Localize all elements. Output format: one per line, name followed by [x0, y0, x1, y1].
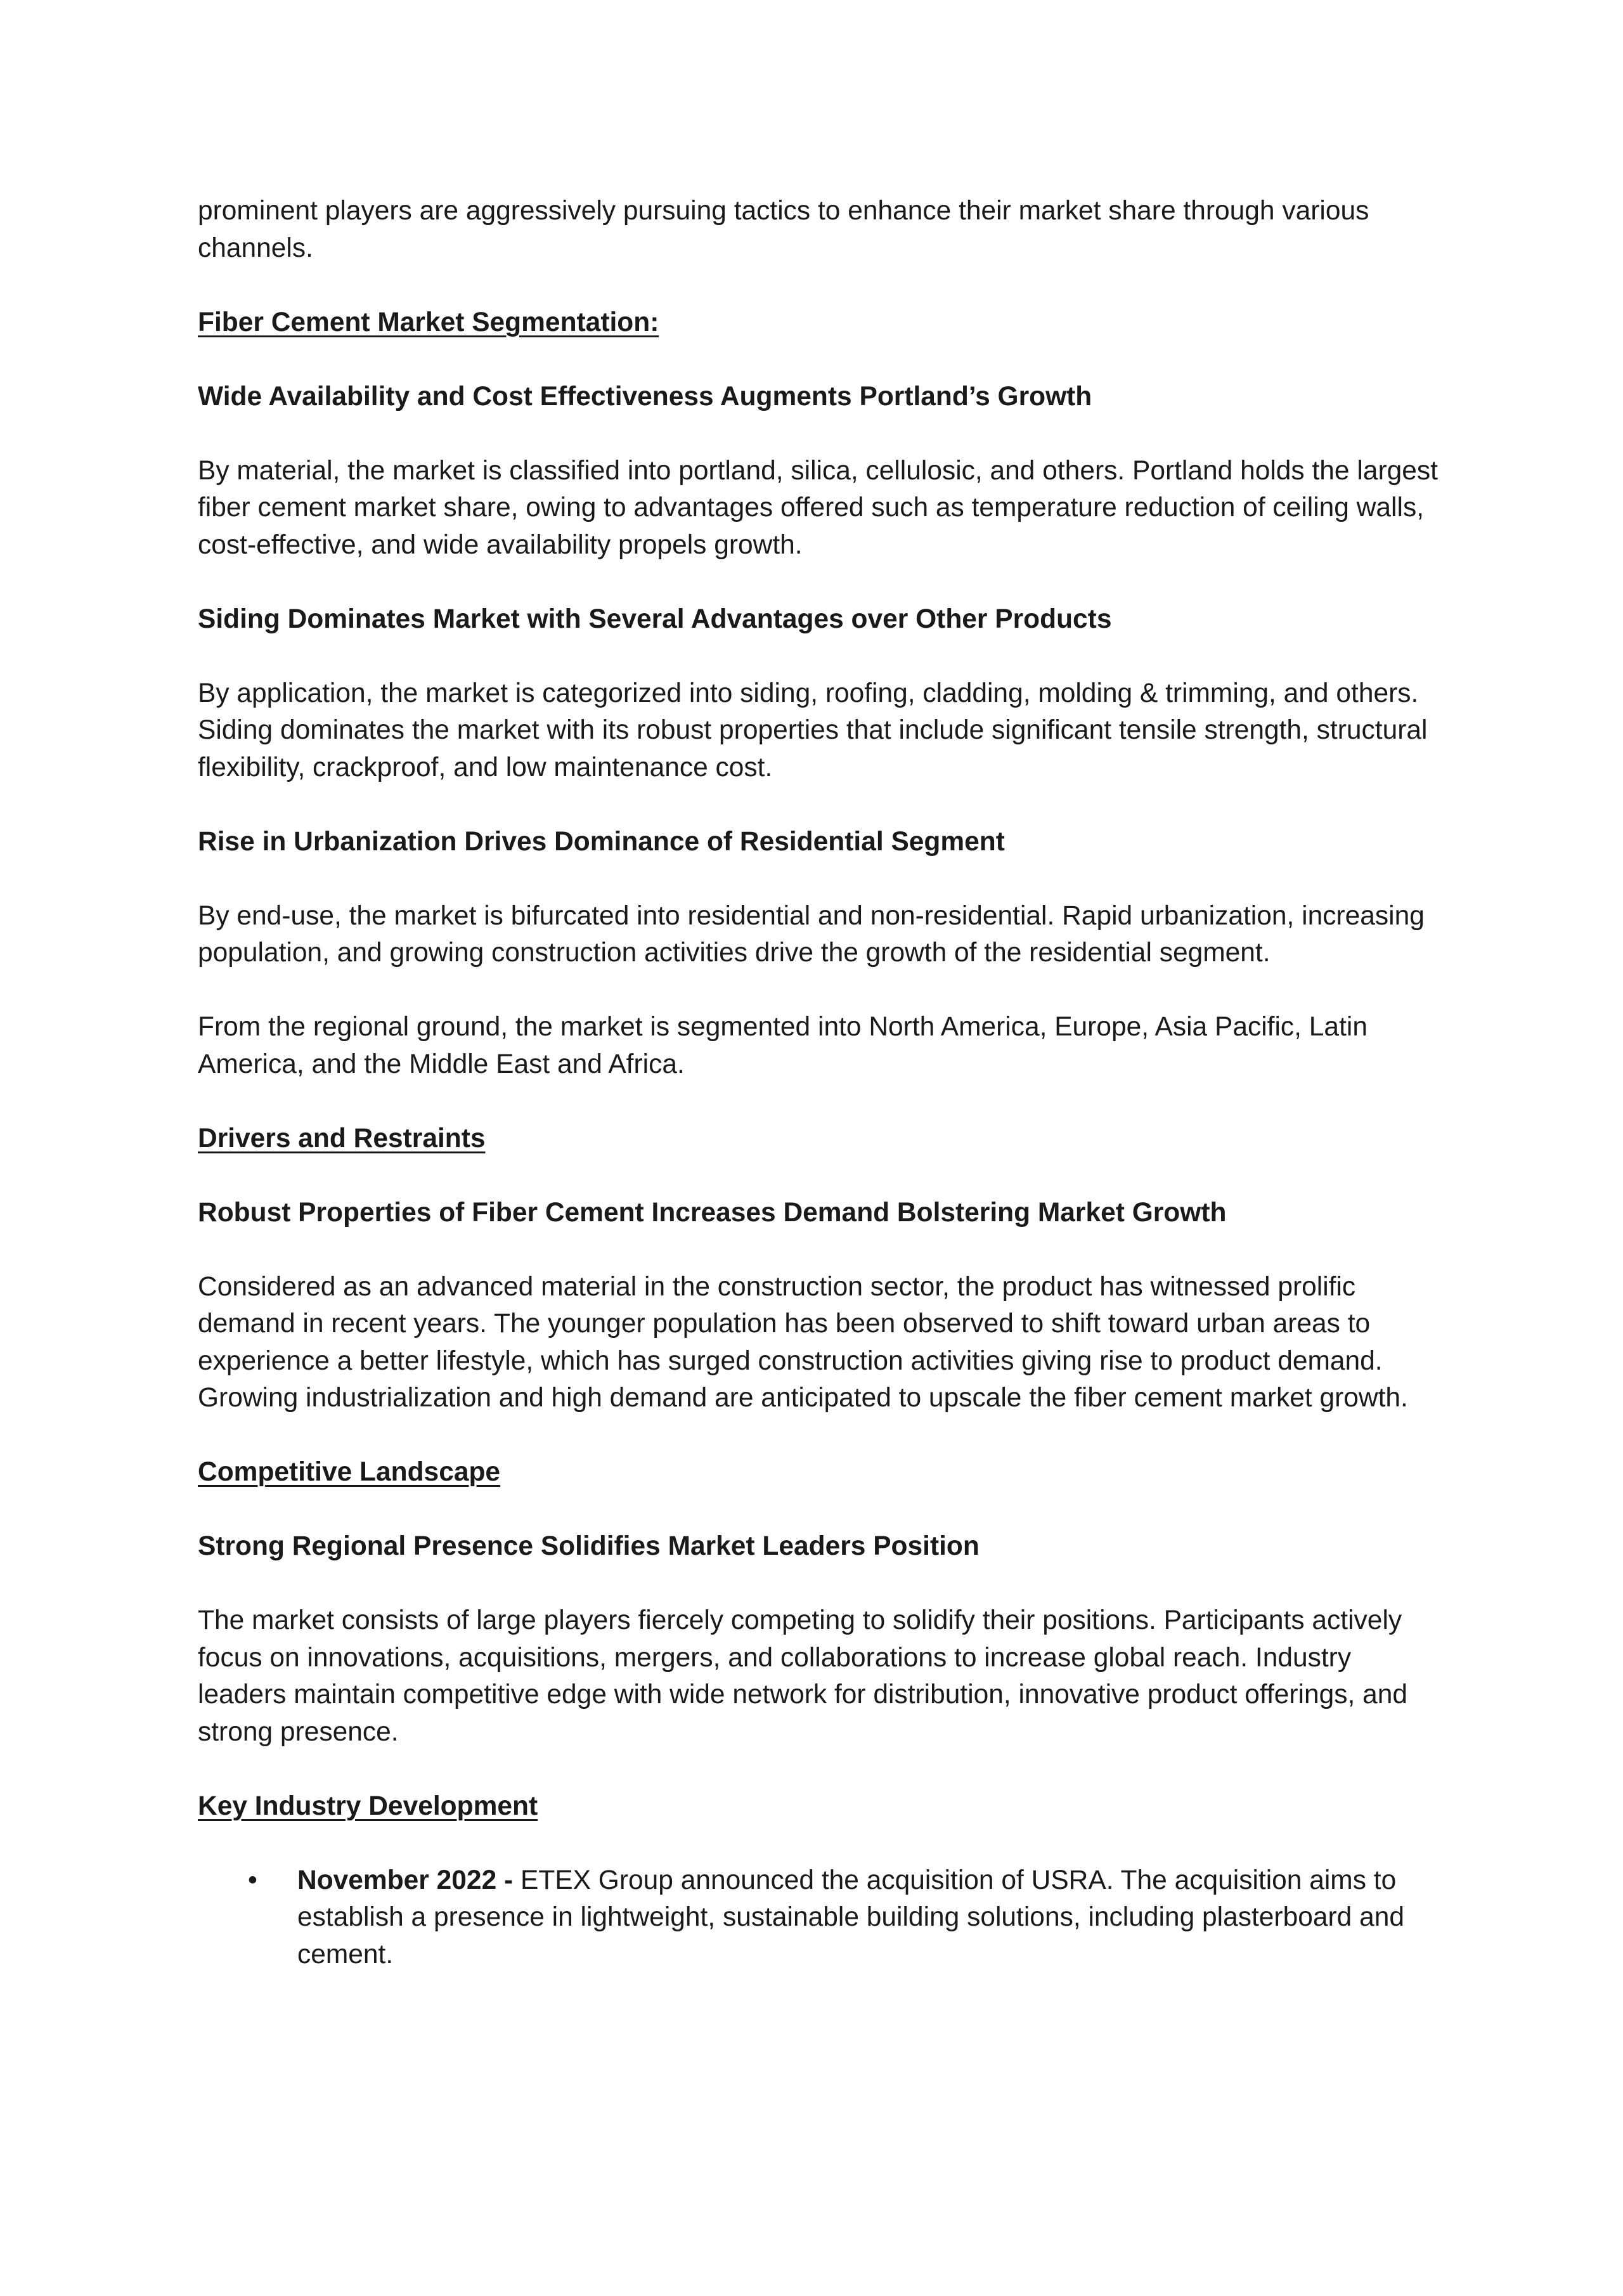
bullet-icon: •	[248, 1865, 257, 1895]
material-subheading: Wide Availability and Cost Effectiveness Augments Portland’s Growth	[198, 381, 1092, 412]
material-paragraph: By material, the market is classified into portland, silica, cellulosic, and others. Portland holds the largest fiber cement market share, owing to advantages offered such as temperature reduction of ceiling walls, cost-effective, and wide availability propels growth.	[198, 455, 1438, 560]
regional-paragraph: From the regional ground, the market is segmented into North America, Europe, Asia Pacific, Latin America, and the Middle East and Africa.	[198, 1012, 1368, 1079]
end-use-paragraph: By end-use, the market is bifurcated into residential and non-residential. Rapid urbanization, increasing population, and growing construction activities drive the growth of the residential segment.	[198, 900, 1425, 968]
developments-list	[198, 1862, 1440, 1974]
segmentation-heading: Fiber Cement Market Segmentation:	[198, 307, 659, 337]
drivers-subheading: Robust Properties of Fiber Cement Increases Demand Bolstering Market Growth	[198, 1197, 1227, 1228]
application-paragraph: By application, the market is categorized into siding, roofing, cladding, molding & trimming, and others. Siding dominates the market with its robust properties that include significant tensile strength, structural flexibility, crackproof, and low maintenance cost.	[198, 678, 1428, 782]
list-item	[198, 1862, 1440, 1974]
intro-continuation-paragraph: prominent players are aggressively pursuing tactics to enhance their market share through various channels.	[198, 196, 1369, 263]
competitive-paragraph: The market consists of large players fiercely competing to solidify their positions. Participants actively focus on innovations, acquisitions, mergers, and collaborations to increase global reach. Industry leaders maintain competitive edge with wide network for distribution, innovative product offerings, and strong presence.	[198, 1605, 1408, 1747]
application-subheading: Siding Dominates Market with Several Advantages over Other Products	[198, 604, 1112, 634]
development-text: ETEX Group announced the acquisition of USRA. The acquisition aims to establish a presence in lightweight, sustainable building solutions, including plasterboard and cement.	[297, 1865, 1404, 1969]
competitive-subheading: Strong Regional Presence Solidifies Market Leaders Position	[198, 1531, 980, 1561]
end-use-subheading: Rise in Urbanization Drives Dominance of Residential Segment	[198, 826, 1005, 857]
competitive-heading: Competitive Landscape	[198, 1457, 501, 1487]
document-page	[198, 193, 1440, 1973]
developments-heading: Key Industry Development	[198, 1791, 538, 1821]
drivers-heading: Drivers and Restraints	[198, 1123, 486, 1153]
drivers-paragraph: Considered as an advanced material in the construction sector, the product has witnessed prolific demand in recent years. The younger population has been observed to shift toward urban areas to experience a better lifestyle, which has surged construction activities giving rise to product demand. Growing industrialization and high demand are anticipated to upscale the fiber cement market growth.	[198, 1271, 1408, 1413]
development-date: November 2022 -	[297, 1865, 514, 1895]
